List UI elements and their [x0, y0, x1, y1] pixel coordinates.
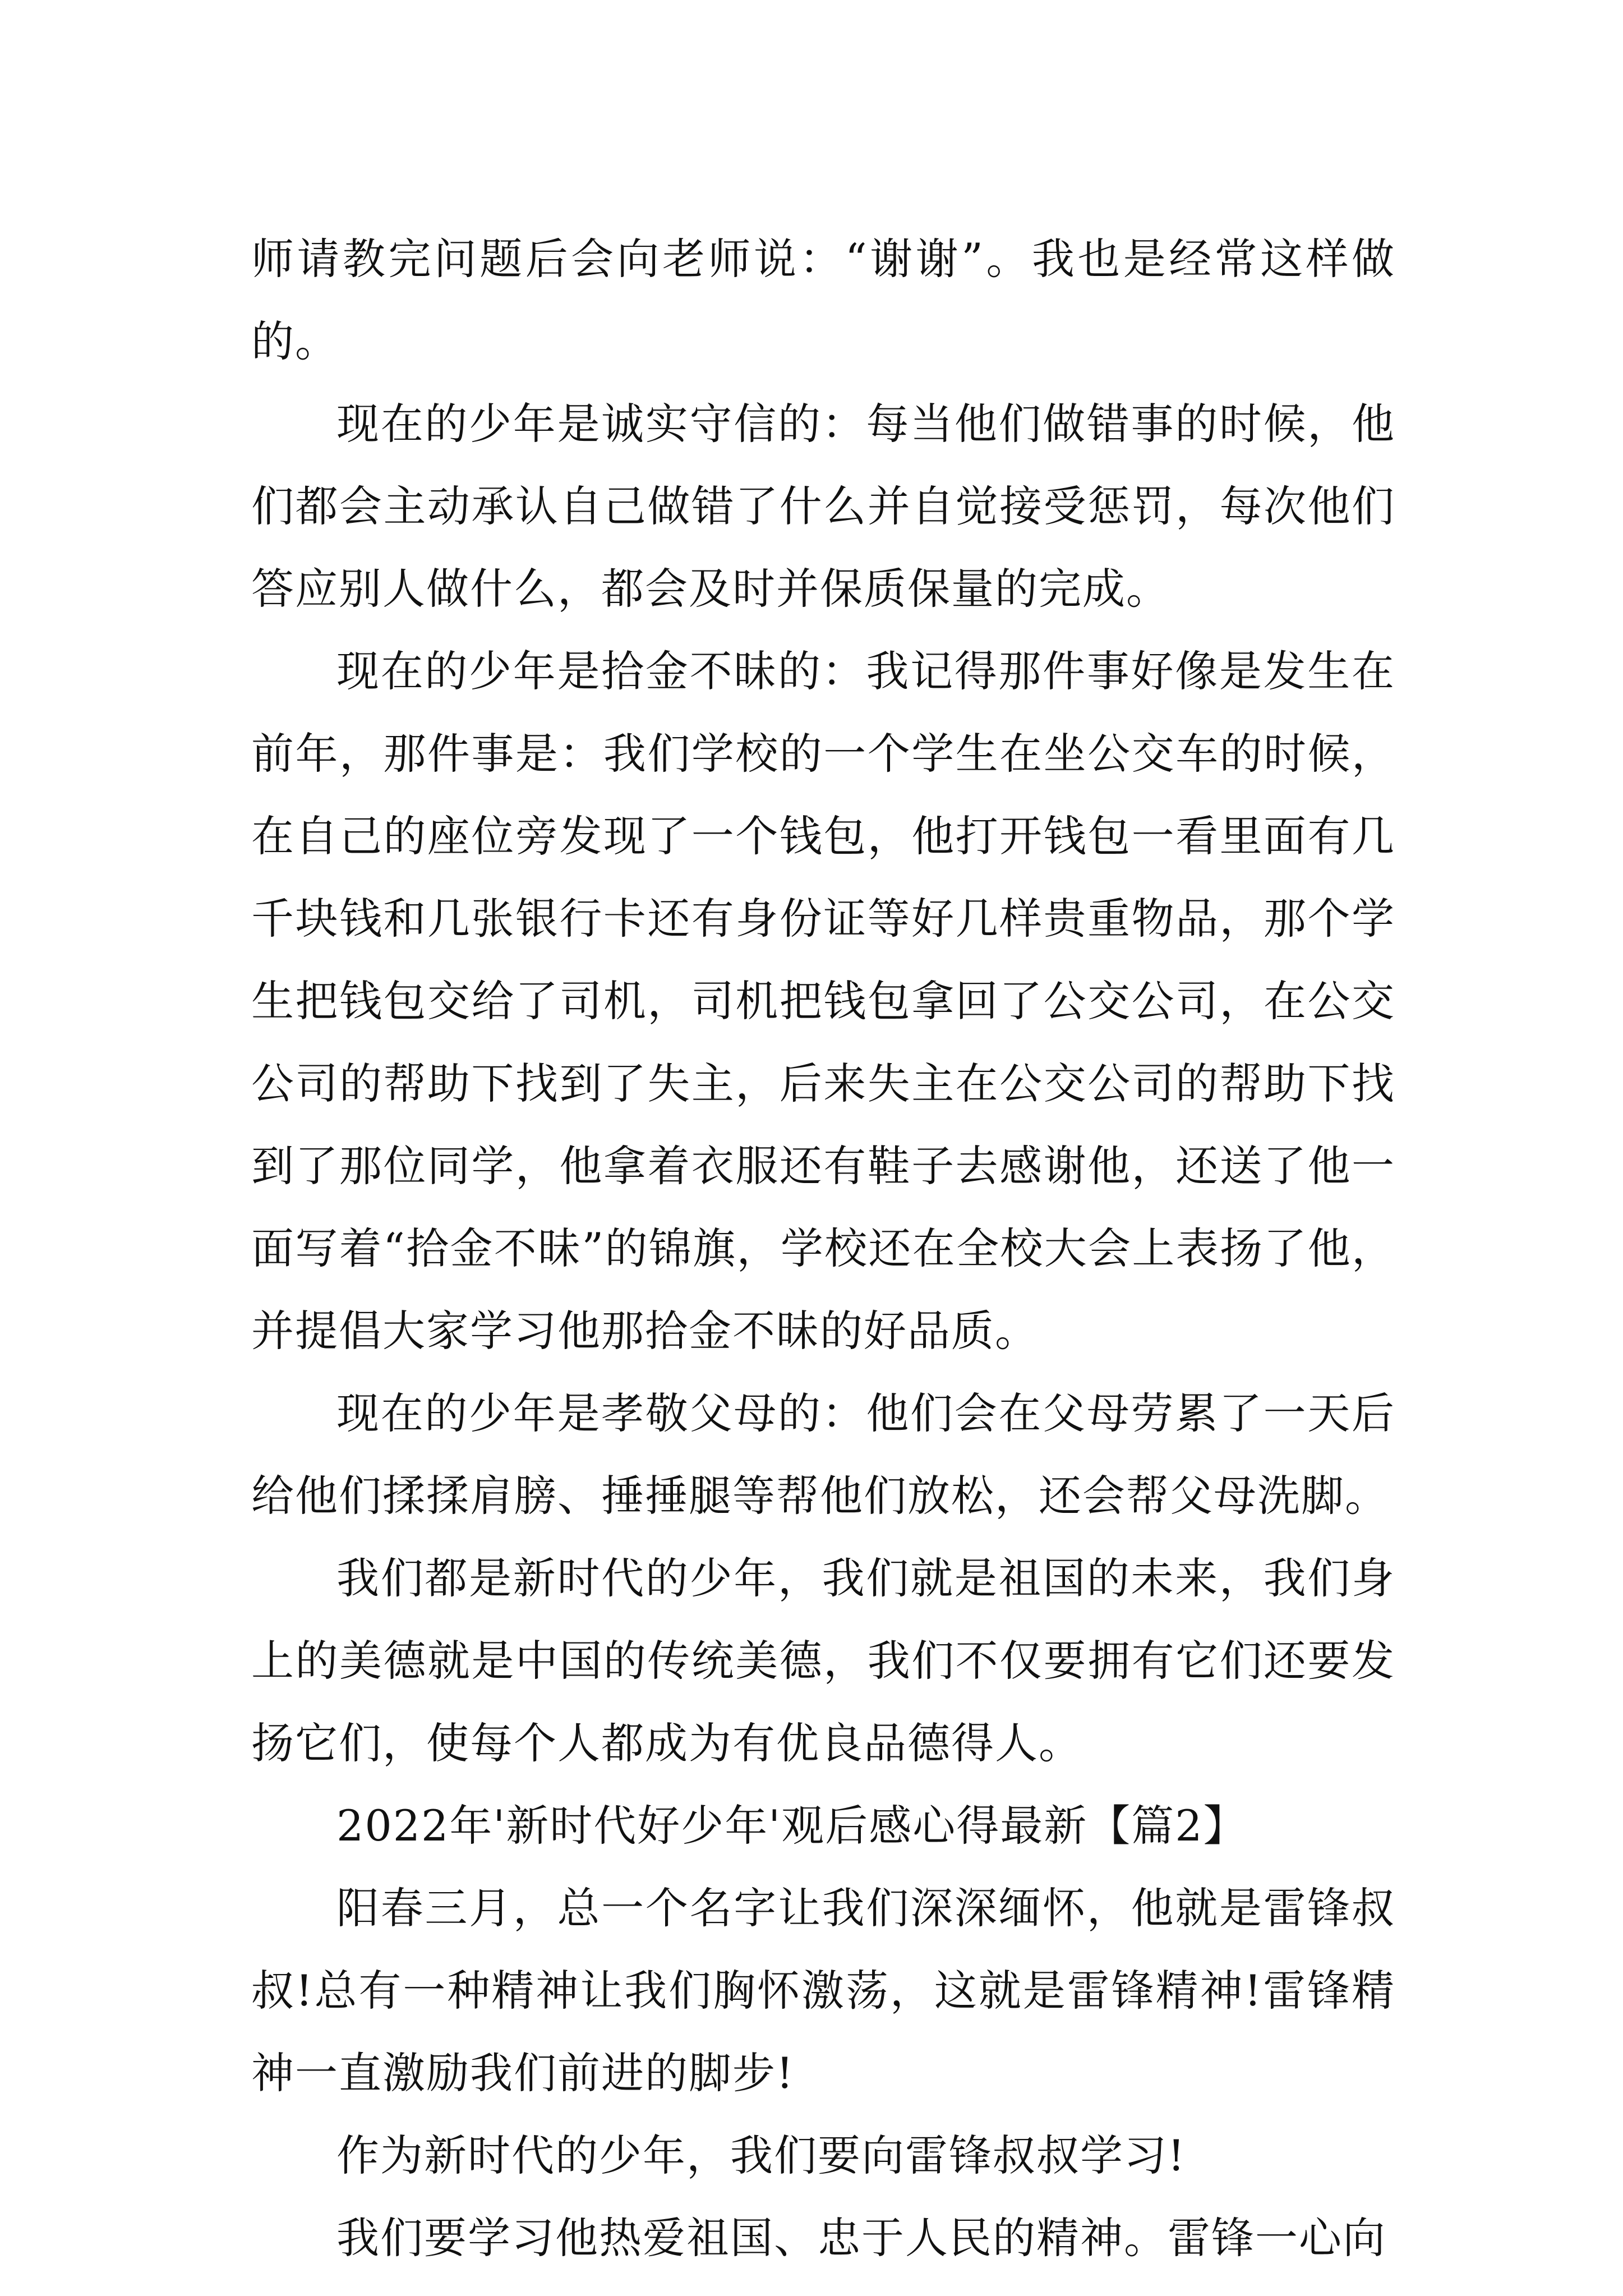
paragraph-1: 师请教完问题后会向老师说：“谢谢”。我也是经常这样做的。	[251, 234, 1395, 366]
paragraph-2: 现在的少年是诚实守信的：每当他们做错事的时候，他们都会主动承认自己做错了什么并自觉接受惩罚，每次他们答应别人做什么，都会及时并保质保量的完成。	[251, 399, 1395, 614]
paragraph-7: 作为新时代的少年，我们要向雷锋叔叔学习!	[336, 2131, 1186, 2180]
document-body	[251, 218, 1395, 2279]
paragraph-3: 现在的少年是拾金不昧的：我记得那件事好像是发生在前年，那件事是：我们学校的一个学生在坐公交车的时候，在自己的座位旁发现了一个钱包，他打开钱包一看里面有几千块钱和几张银行卡还有身份证等好几样贵重物品，那个学生把钱包交给了司机，司机把钱包拿回了公交公司，在公交公司的帮助下找到了失主，后来失主在公交公司的帮助下找到了那位同学，他拿着衣服还有鞋子去感谢他，还送了他一面写着“拾金不昧”的锦旗，学校还在全校大会上表扬了他，并提倡大家学习他那拾金不昧的好品质。	[251, 646, 1395, 1356]
paragraph-5: 我们都是新时代的少年，我们就是祖国的未来，我们身上的美德就是中国的传统美德，我们不仅要拥有它们还要发扬它们，使每个人都成为有优良品德得人。	[251, 1553, 1395, 1768]
paragraph-4: 现在的少年是孝敬父母的：他们会在父母劳累了一天后给他们揉揉肩膀、捶捶腿等帮他们放松，还会帮父母洗脚。	[251, 1388, 1395, 1521]
paragraph-8: 我们要学习他热爱祖国、忠于人民的精神。雷锋一心向	[336, 2213, 1386, 2263]
paragraph-6: 阳春三月，总一个名字让我们深深缅怀，他就是雷锋叔叔!总有一种精神让我们胸怀激荡，这就是雷锋精神!雷锋精神一直激励我们前进的脚步!	[251, 1883, 1395, 2098]
section-heading: 2022年'新时代好少年'观后感心得最新【篇2】	[336, 1801, 1247, 1851]
